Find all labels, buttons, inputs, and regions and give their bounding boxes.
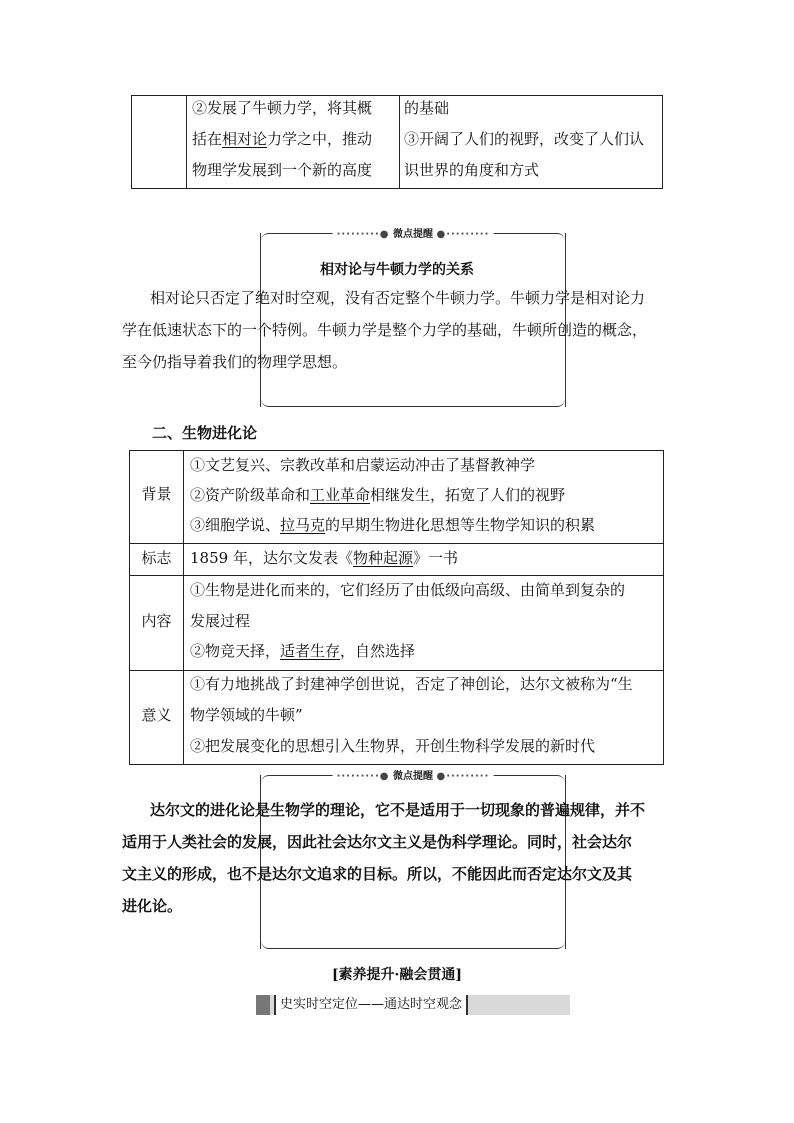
cell-line: 1859 年，达尔文发表《物种起源》一书 — [190, 549, 458, 567]
cell-line: 发展过程 — [190, 612, 251, 630]
row-label-content: 内容 — [141, 612, 172, 630]
tip-label: ·········● 微点提醒 ●········· — [333, 225, 494, 240]
cell-line: ③开阔了人们的视野，改变了人们认 — [404, 130, 645, 148]
tip-label: ·········● 微点提醒 ●········· — [333, 767, 494, 782]
tip-text-line: 文主义的形成，也不是达尔文追求的目标。所以，不能因此而否定达尔文及其 — [122, 865, 633, 883]
top-table — [131, 95, 663, 189]
cell-line: ①有力地挑战了封建神学创世说，否定了神创论，达尔文被称为“生 — [190, 675, 633, 693]
cell-line: ①生物是进化而来的，它们经历了由低级向高级、由简单到复杂的 — [190, 581, 626, 599]
cell-line: 识世界的角度和方式 — [404, 161, 540, 179]
tip-text-line: 至今仍指导着我们的物理学思想。 — [122, 353, 348, 371]
section-banner — [256, 995, 570, 1015]
cell-line: ②资产阶级革命和工业革命相继发生，拓宽了人们的视野 — [190, 486, 566, 504]
top-table-cell-2 — [187, 96, 400, 188]
tip-text-line: 适用于人类社会的发展，因此社会达尔文主义是伪科学理论。同时，社会达尔 — [122, 833, 633, 851]
section-banner-label: 史实时空定位——通达时空观念 — [274, 995, 468, 1015]
tip-text-line: 相对论只否定了绝对时空观，没有否定整个牛顿力学。牛顿力学是相对论力 — [150, 289, 646, 307]
evolution-table — [129, 450, 664, 765]
section-heading: 二、生物进化论 — [152, 424, 258, 442]
cell-line: ②发展了牛顿力学，将其概 — [192, 99, 373, 117]
tip-text-line: 达尔文的进化论是生物学的理论，它不是适用于一切现象的普遍规律，并不 — [150, 801, 646, 819]
section-heading: [素养提升·融会贯通] — [331, 967, 463, 983]
cell-line: 的基础 — [404, 99, 450, 117]
cell-line: ①文艺复兴、宗教改革和启蒙运动冲击了基督教神学 — [190, 456, 536, 474]
tip-text-line: 进化论。 — [122, 897, 183, 915]
tip-text-line: 学在低速状态下的一个特例。牛顿力学是整个力学的基础，牛顿所创造的概念， — [122, 321, 648, 339]
row-label-background: 背景 — [141, 485, 172, 503]
top-table-cell-3 — [400, 96, 662, 188]
top-table-empty-cell — [132, 96, 187, 188]
cell-line: 括在相对论力学之中，推动 — [192, 130, 373, 148]
cell-line: 物理学发展到一个新的高度 — [192, 161, 373, 179]
row-label-mark: 标志 — [141, 549, 172, 567]
cell-line: 物学领域的牛顿” — [190, 706, 303, 724]
cell-line: ②物竞天择，适者生存，自然选择 — [190, 642, 416, 660]
cell-line: ③细胞学说、拉马克的早期生物进化思想等生物学知识的积累 — [190, 516, 596, 534]
tip-title: 相对论与牛顿力学的关系 — [320, 262, 474, 278]
row-label-meaning: 意义 — [141, 706, 172, 724]
cell-line: ②把发展变化的思想引入生物界，开创生物科学发展的新时代 — [190, 737, 596, 755]
